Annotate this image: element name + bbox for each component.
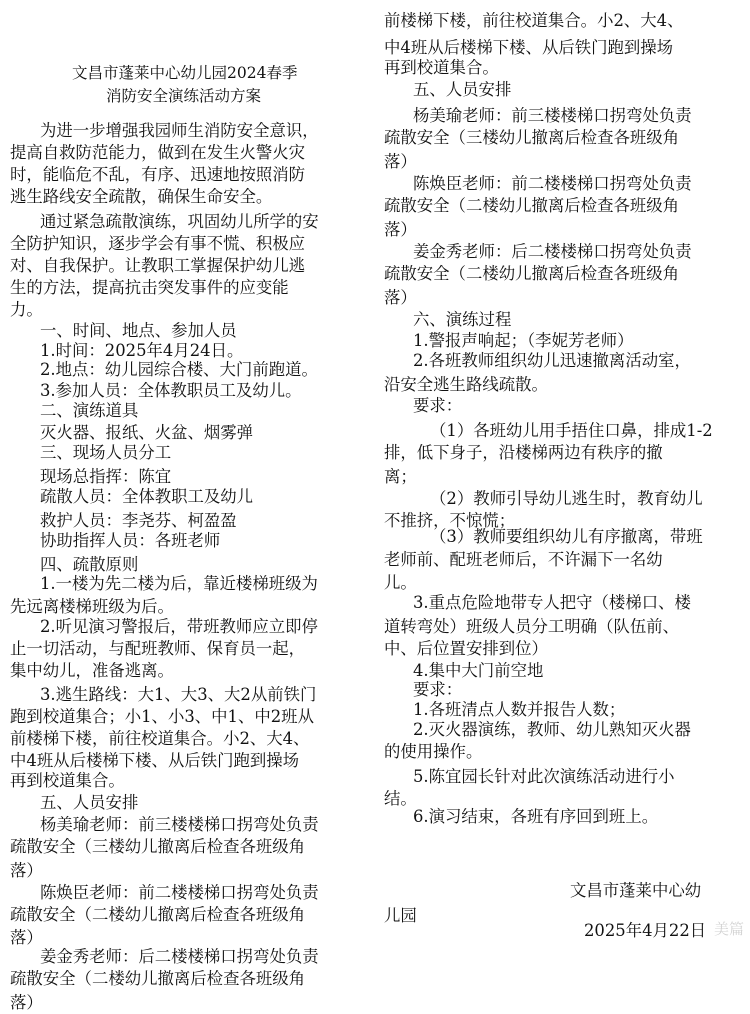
text-line: 2.听见演习警报后，带班教师应立即停 [40,617,318,636]
text-line: 中、后位置安排到位） [384,639,548,658]
text-line: 沿安全逃生路线疏散。 [384,375,548,394]
text-line: 落） [10,993,43,1012]
text-line: 落） [10,928,43,947]
text-line: 疏散安全（三楼幼儿撤离后检查各班级角 [10,837,306,856]
text-line: 结。 [384,789,417,808]
text-line: 再到校道集合。 [384,58,499,77]
text-line: 五、人员安排 [40,793,139,812]
text-line: 要求： [413,680,463,699]
text-line: 六、演练过程 [413,310,512,329]
document-title: 文昌市蓬莱中心幼儿园2024春季 [72,64,298,82]
text-line: 全防护知识，逐步学会有事不慌、积极应 [10,234,306,253]
text-line: 5.陈宜园长针对此次演练活动进行小 [413,767,675,786]
text-line: （1）各班幼儿用手捂住口鼻，排成1-2 [430,421,713,440]
text-line: 集中幼儿，准备逃离。 [10,661,174,680]
text-line: 排，低下身子，沿楼梯两边有秩序的撤 [384,443,663,462]
text-line: 疏散人员：全体教职工及幼儿 [40,487,254,506]
text-line: 儿。 [384,573,417,592]
text-line: 一、时间、地点、参加人员 [40,321,237,340]
text-line: 疏散安全（二楼幼儿撤离后检查各班级角 [384,196,680,215]
text-line: 老师前、配班老师后，不许漏下一名幼 [384,550,663,569]
text-line: 先远离楼梯班级为后。 [10,597,174,616]
text-line: 落） [384,220,417,239]
text-line: 杨美瑜老师：前三楼楼梯口拐弯处负责 [40,815,319,834]
text-line: 救护人员：李尧芬、柯盈盈 [40,511,237,530]
text-line: 疏散安全（二楼幼儿撤离后检查各班级角 [10,969,306,988]
right-page [378,0,740,1000]
text-line: （2）教师引导幼儿逃生时，教育幼儿 [430,489,703,508]
text-line: 1.时间：2025年4月24日。 [40,341,244,360]
text-line: 前楼梯下楼，前往校道集合。小2、大4、 [384,11,684,30]
text-line: （3）教师要组织幼儿有序撤离，带班 [430,527,703,546]
text-line: 为进一步增强我园师生消防安全意识， [40,121,319,140]
text-line: 中4班从后楼梯下楼、从后铁门跑到操场 [384,38,674,57]
text-line: 二、演练道具 [40,401,139,420]
text-line: 姜金秀老师：后二楼楼梯口拐弯处负责 [413,242,692,261]
text-line: 2.各班教师组织幼儿迅速撤离活动室， [413,351,691,370]
text-line: 落） [384,288,417,307]
text-line: 3.逃生路线：大1、大3、大2从前铁门 [40,685,317,704]
text-line: 提高自救防范能力，做到在发生火警火灾 [10,143,306,162]
text-line: 1.各班清点人数并报告人数； [413,700,626,719]
text-line: 2.地点：幼儿园综合楼、大门前跑道。 [40,360,318,379]
text-line: 不推挤，不惊慌； [384,511,516,530]
text-line: 现场总指挥：陈宜 [40,467,172,486]
text-line: 陈焕臣老师：前二楼楼梯口拐弯处负责 [413,174,692,193]
text-line: 2025年4月22日 [584,921,707,940]
watermark-logo: 美篇 [713,920,744,938]
text-line: 跑到校道集合；小1、小3、中1、中2班从 [10,707,314,726]
text-line: 杨美瑜老师：前三楼楼梯口拐弯处负责 [413,106,692,125]
text-line: 五、人员安排 [413,80,512,99]
text-line: 三、现场人员分工 [40,443,172,462]
text-line: 力。 [10,300,43,319]
text-line: 时，能临危不乱，有序、迅速地按照消防 [10,165,306,184]
text-line: 道转弯处）班级人员分工明确（队伍前、 [384,617,680,636]
text-line: 生的方法，提高抗击突发事件的应变能 [10,278,289,297]
text-line: 落） [10,861,43,880]
text-line: 疏散安全（二楼幼儿撤离后检查各班级角 [384,264,680,283]
text-line: 协助指挥人员：各班老师 [40,531,221,550]
text-line: 逃生路线安全疏散，确保生命安全。 [10,187,273,206]
text-line: 落） [384,152,417,171]
text-line: 陈焕臣老师：前二楼楼梯口拐弯处负责 [40,883,319,902]
text-line: 要求： [413,396,463,415]
text-line: 疏散安全（三楼幼儿撤离后检查各班级角 [384,128,680,147]
text-line: 4.集中大门前空地 [413,661,544,680]
text-line: 儿园 [384,906,417,925]
text-line: 姜金秀老师：后二楼楼梯口拐弯处负责 [40,947,319,966]
text-line: 对、自我保护。让教职工掌握保护幼儿逃 [10,256,306,275]
text-line: 疏散安全（二楼幼儿撤离后检查各班级角 [10,905,306,924]
text-line: 灭火器、报纸、火盆、烟雾弹 [40,423,254,442]
text-line: 文昌市蓬莱中心幼 [570,881,702,900]
text-line: 止一切活动，与配班教师、保育员一起， [10,639,306,658]
text-line: 再到校道集合。 [10,771,125,790]
text-line: 3.重点危险地带专人把守（楼梯口、楼 [413,593,691,612]
text-line: 2.灭火器演练，教师、幼儿熟知灭火器 [413,720,691,739]
text-line: 的使用操作。 [384,742,483,761]
text-line: 6.演习结束，各班有序回到班上。 [413,807,659,826]
text-line: 四、疏散原则 [40,555,139,574]
text-line: 1.警报声响起；（李妮芳老师） [413,331,634,350]
text-line: 中4班从后楼梯下楼、从后铁门跑到操场 [10,751,300,770]
text-line: 1.一楼为先二楼为后，靠近楼梯班级为 [40,574,318,593]
text-line: 3.参加人员：全体教职员工及幼儿。 [40,381,302,400]
text-line: 前楼梯下楼，前往校道集合。小2、大4、 [10,729,310,748]
document-title: 消防安全演练活动方案 [106,87,262,105]
text-line: 离； [384,467,417,486]
left-page [0,0,362,1012]
text-line: 通过紧急疏散演练，巩固幼儿所学的安 [40,212,319,231]
